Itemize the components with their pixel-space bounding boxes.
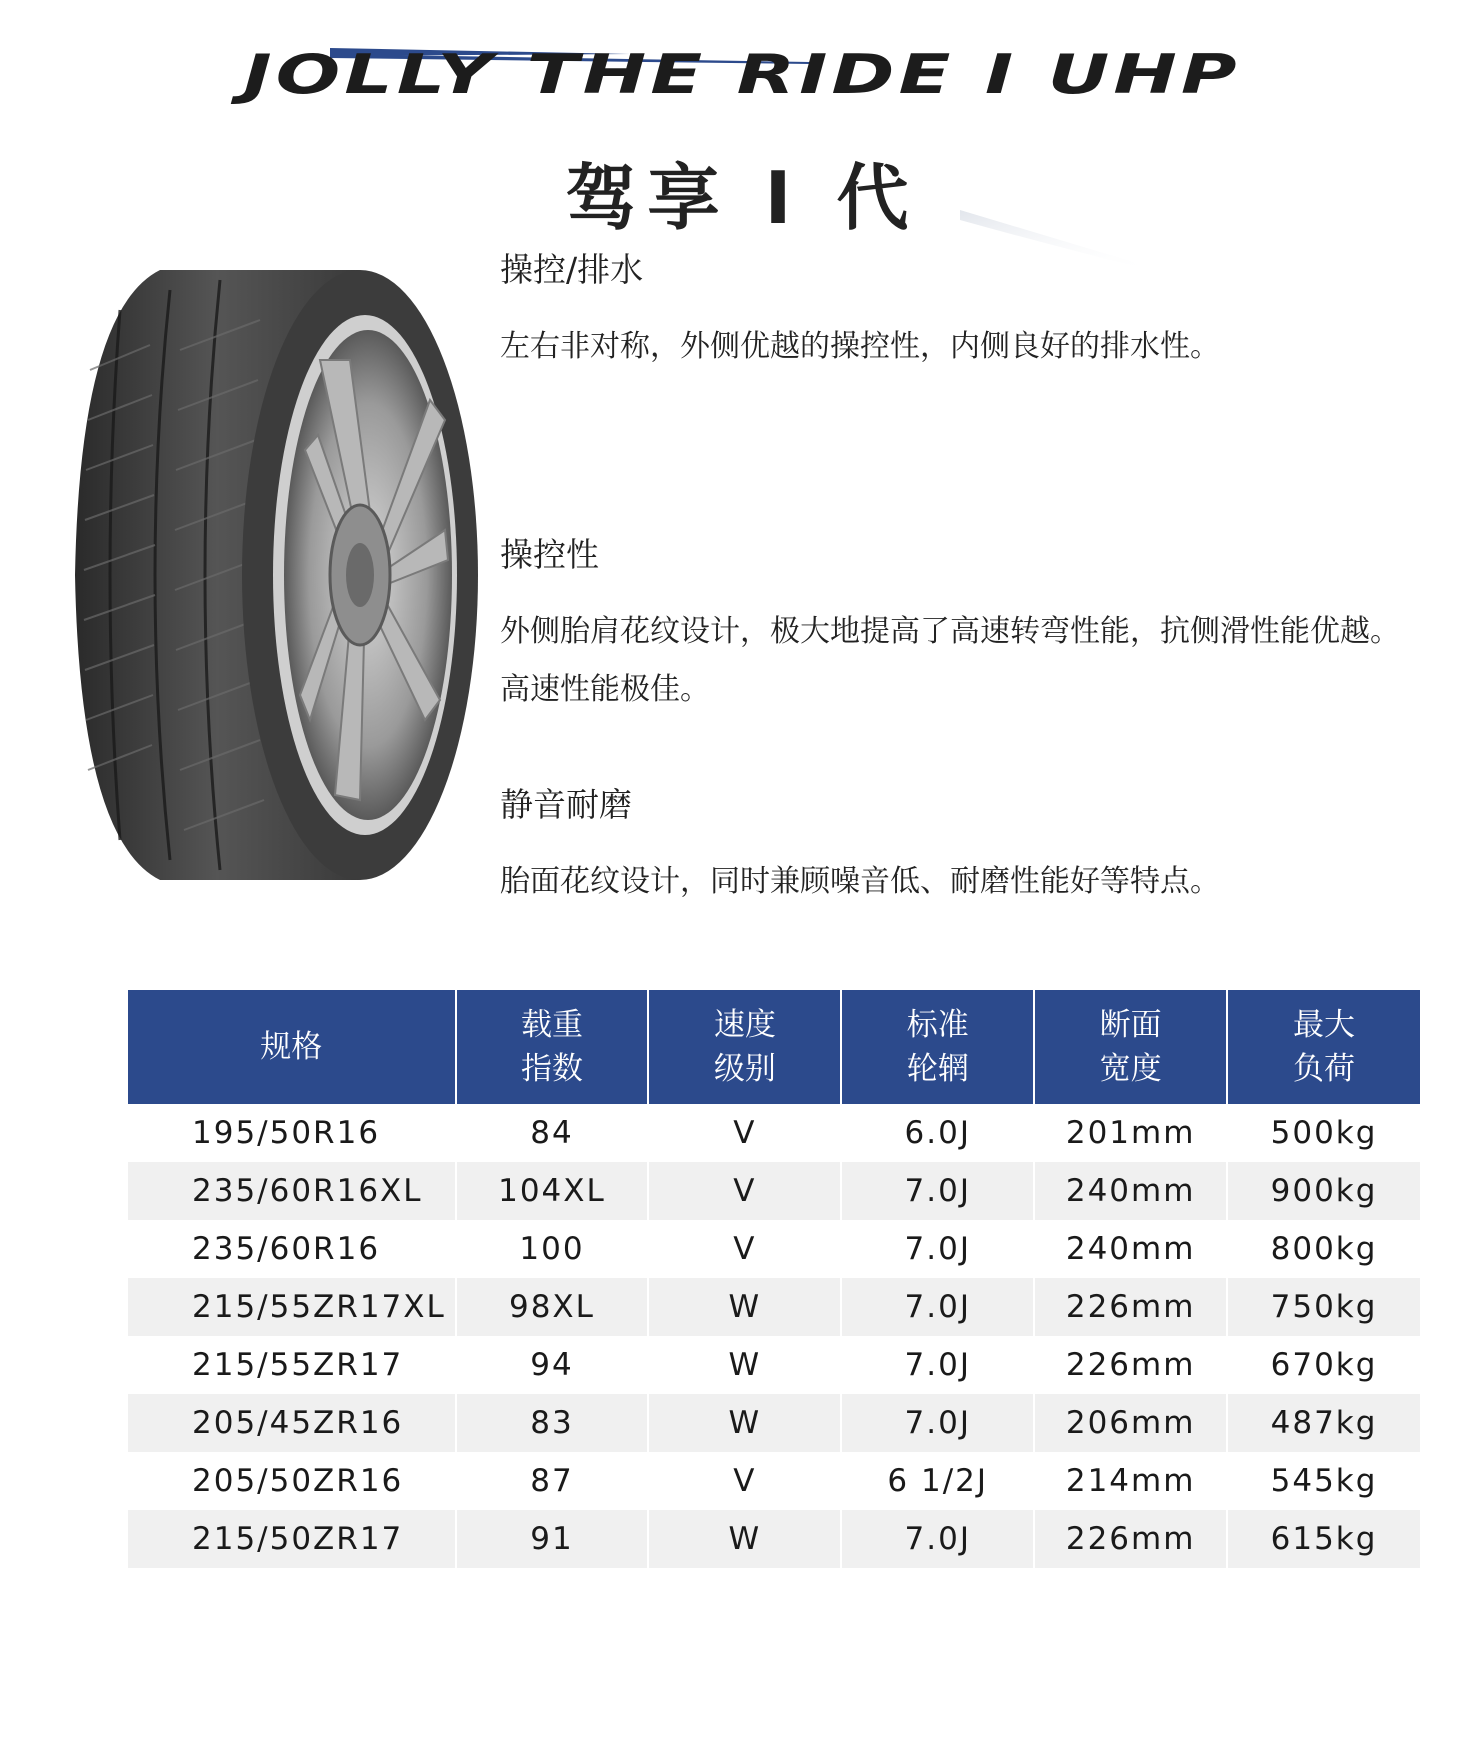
cell-width: 226mm	[1065, 1347, 1196, 1383]
cell-max-load: 900kg	[1228, 1162, 1420, 1220]
header-size: 规格	[128, 990, 455, 1104]
cell-load-index: 100	[519, 1231, 585, 1267]
cell-size: 215/55ZR17	[192, 1347, 404, 1383]
header-speed-rating: 速度 级别	[649, 990, 840, 1104]
cell-width: 201mm	[1065, 1115, 1196, 1151]
cell-size: 215/55ZR17XL	[128, 1278, 455, 1336]
cell-size: 205/50ZR16	[192, 1463, 404, 1499]
cell-load-index: 94	[530, 1347, 574, 1383]
table-row	[128, 1336, 1420, 1394]
cell-max-load: 750kg	[1228, 1278, 1420, 1336]
header-standard-rim: 标准 轮辋	[842, 990, 1033, 1104]
cell-size: 235/60R16	[192, 1231, 381, 1267]
cell-load-index: 84	[530, 1115, 574, 1151]
table-row	[128, 1452, 1420, 1510]
cell-rim: 7.0J	[904, 1231, 971, 1267]
cell-speed-rating: V	[733, 1231, 757, 1267]
cell-speed-rating: V	[733, 1115, 757, 1151]
table-row	[128, 1510, 1420, 1568]
cell-rim: 7.0J	[842, 1162, 1033, 1220]
cell-rim: 7.0J	[842, 1510, 1033, 1568]
spec-table	[126, 990, 1422, 1568]
feature-desc-line: 高速性能极佳。	[500, 671, 710, 707]
cell-max-load: 800kg	[1270, 1231, 1378, 1267]
cell-rim: 7.0J	[842, 1394, 1033, 1452]
feature-quiet-wear	[500, 785, 1480, 911]
cell-max-load: 545kg	[1270, 1463, 1378, 1499]
cell-rim: 7.0J	[904, 1347, 971, 1383]
cell-speed-rating: W	[728, 1347, 762, 1383]
cell-load-index: 98XL	[457, 1278, 648, 1336]
header-load-index: 载重 指数	[457, 990, 648, 1104]
feature-handling	[500, 535, 1480, 719]
cell-size: 195/50R16	[192, 1115, 381, 1151]
product-title-cn: 驾享 I 代	[565, 156, 919, 240]
cell-speed-rating: V	[649, 1162, 840, 1220]
cell-rim: 6.0J	[904, 1115, 971, 1151]
table-row	[128, 1220, 1420, 1278]
table-row	[128, 1394, 1420, 1452]
cell-size: 235/60R16XL	[128, 1162, 455, 1220]
cell-width: 206mm	[1035, 1394, 1226, 1452]
cell-width: 214mm	[1065, 1463, 1196, 1499]
cell-max-load: 487kg	[1228, 1394, 1420, 1452]
cell-speed-rating: W	[649, 1510, 840, 1568]
cell-rim: 7.0J	[842, 1278, 1033, 1336]
brand-title-en: JOLLY THE RIDE I UHP	[243, 42, 1241, 107]
cell-load-index: 104XL	[457, 1162, 648, 1220]
cell-speed-rating: W	[649, 1278, 840, 1336]
cell-size: 205/45ZR16	[128, 1394, 455, 1452]
feature-heading: 静音耐磨	[500, 785, 632, 824]
table-header-row	[128, 990, 1420, 1104]
feature-desc-line: 胎面花纹设计，同时兼顾噪音低、耐磨性能好等特点。	[500, 863, 1220, 899]
table-row	[128, 1104, 1420, 1162]
cell-width: 240mm	[1035, 1162, 1226, 1220]
cell-speed-rating: V	[733, 1463, 757, 1499]
cell-width: 226mm	[1035, 1278, 1226, 1336]
tire-image	[60, 250, 480, 900]
cell-width: 226mm	[1035, 1510, 1226, 1568]
cell-width: 240mm	[1065, 1231, 1196, 1267]
cell-speed-rating: W	[649, 1394, 840, 1452]
cell-max-load: 500kg	[1270, 1115, 1378, 1151]
cell-load-index: 83	[457, 1394, 648, 1452]
feature-heading: 操控/排水	[500, 250, 644, 289]
cell-max-load: 670kg	[1270, 1347, 1378, 1383]
feature-desc-line: 左右非对称，外侧优越的操控性，内侧良好的排水性。	[500, 328, 1220, 364]
cell-max-load: 615kg	[1228, 1510, 1420, 1568]
feature-handling-drainage	[500, 250, 1480, 376]
feature-desc-line: 外侧胎肩花纹设计，极大地提高了高速转弯性能，抗侧滑性能优越。	[500, 613, 1400, 649]
feature-heading: 操控性	[500, 535, 599, 574]
cell-load-index: 91	[457, 1510, 648, 1568]
header-max-load: 最大 负荷	[1228, 990, 1420, 1104]
table-row	[128, 1162, 1420, 1220]
cell-load-index: 87	[530, 1463, 574, 1499]
cell-size: 215/50ZR17	[128, 1510, 455, 1568]
cell-rim: 6 1/2J	[887, 1463, 989, 1499]
table-row	[128, 1278, 1420, 1336]
header-section-width: 断面 宽度	[1035, 990, 1226, 1104]
